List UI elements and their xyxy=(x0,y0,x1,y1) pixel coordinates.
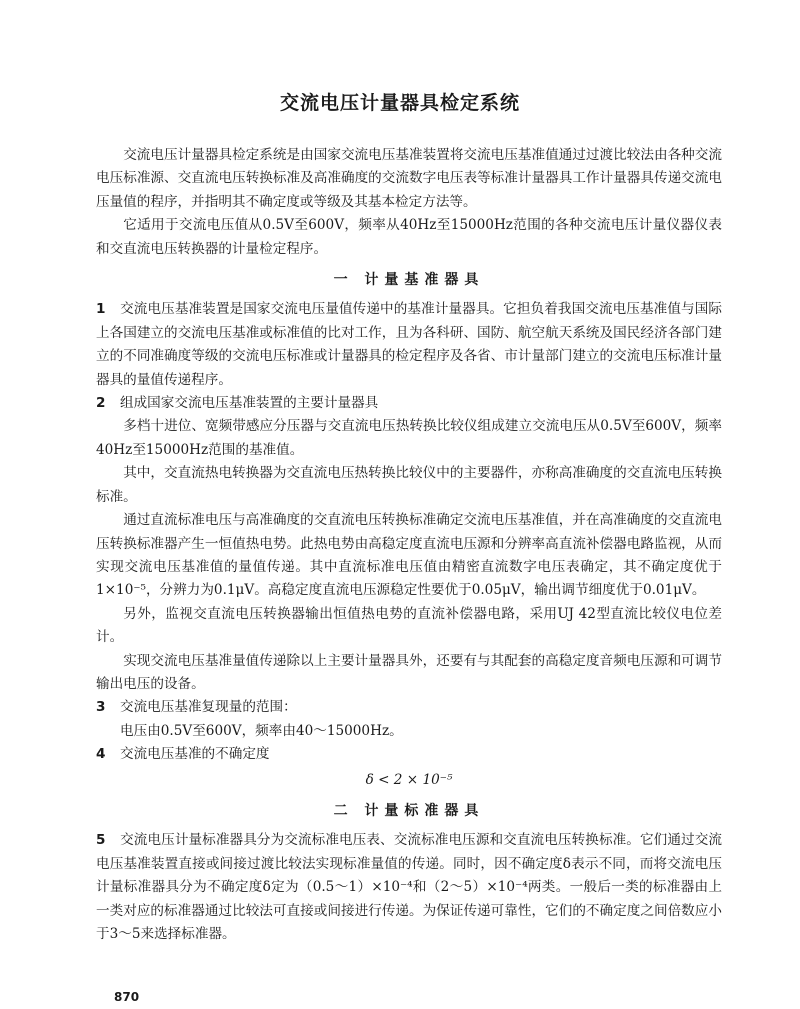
uncertainty-formula: δ < 2 × 10⁻⁵ xyxy=(365,771,453,788)
item-3-paragraph-1: 电压由0.5V至600V，频率由40～15000Hz。 xyxy=(120,722,403,739)
item-2-paragraph-1: 多档十进位、宽频带感应分压器与交直流电压热转换比较仪组成建立交流电压从0.5V至600V，频率40Hz至15000Hz范围的基准值。 xyxy=(96,418,722,458)
item-2-paragraph-3: 通过直流标准电压与高准确度的交直流电压转换标准确定交流电压基准值，并在高准确度的交直流电压转换标准器产生一恒值热电势。此热电势由高稳定度直流电压源和分辨率高直流补偿器电路监视，从而实现交流电压基准值的量值传递。其中直流标准电压值由精密直流数字电压表确定，其不确定度优于1×10⁻⁵，分辨力为0.1μV。高稳定度直流电压源稳定性要优于0.05μV，输出调节细度优于0.01μV。 xyxy=(96,512,722,599)
item-2 xyxy=(96,392,722,415)
page-title: 交流电压计量器具检定系统 xyxy=(279,92,520,114)
item-3 xyxy=(96,696,722,719)
item-5-number: 5 xyxy=(96,832,106,849)
item-2-paragraph-5: 实现交流电压基准量值传递除以上主要计量器具外，还要有与其配套的高稳定度音频电压源和可调节输出电压的设备。 xyxy=(96,652,722,692)
intro-paragraph-1: 交流电压计量器具检定系统是由国家交流电压基准装置将交流电压基准值通过过渡比较法由各种交流电压标准源、交直流电压转换标准及高准确度的交流数字电压表等标准计量器具工作计量器具传递交流电压量值的程序，并指明其不确定度或等级及其基本检定方法等。 xyxy=(96,147,722,210)
item-5-text: 交流电压计量标准器具分为交流标准电压表、交流标准电压源和交直流电压转换标准。它们通过交流电压基准装置直接或间接过渡比较法实现标准量值的传递。同时，因不确定度δ表示不同，而将交流电压计量标准器具分为不确定度δ定为（0.5～1）×10⁻⁴和（2～5）×10⁻⁴两类。一般后一类的标准器由上一类对应的标准器通过比较法可直接或间接进行传递。为保证传递可靠性，它们的不确定度之间倍数应小于3～5来选择标准器。 xyxy=(96,832,722,942)
item-2-text: 组成国家交流电压基准装置的主要计量器具 xyxy=(120,395,379,412)
item-5 xyxy=(96,829,722,946)
item-4 xyxy=(96,743,722,766)
item-1-text: 交流电压基准装置是国家交流电压量值传递中的基准计量器具。它担负着我国交流电压基准值与国际上各国建立的交流电压基准或标准值的比对工作，且为各科研、国防、航空航天系统及国民经济各部门建立的不同准确度等级的交流电压标准或计量器具的检定程序及各省、市计量部门建立的交流电压标准计量器具的量值传递程序。 xyxy=(96,301,722,388)
item-3-number: 3 xyxy=(96,699,106,716)
item-4-number: 4 xyxy=(96,746,106,763)
item-2-paragraph-4: 另外，监视交直流电压转换器输出恒值热电势的直流补偿器电路，采用UJ 42型直流比较仪电位差计。 xyxy=(96,605,722,646)
item-3-text: 交流电压基准复现量的范围： xyxy=(120,699,297,716)
item-2-paragraph-2: 其中，交直流热电转换器为交直流电压热转换比较仪中的主要器件，亦称高准确度的交直流电压转换标准。 xyxy=(96,465,722,505)
section-heading-1: 一 计量基准器具 xyxy=(333,272,485,289)
page-number: 870 xyxy=(114,990,140,1004)
item-1 xyxy=(96,298,722,392)
item-4-text: 交流电压基准的不确定度 xyxy=(120,746,270,763)
section-heading-2: 二 计量标准器具 xyxy=(333,802,485,819)
item-1-number: 1 xyxy=(96,301,106,318)
document-body xyxy=(96,144,722,946)
intro-paragraph-2: 它适用于交流电压值从0.5V至600V，频率从40Hz至15000Hz范围的各种交流电压计量仪器仪表和交直流电压转换器的计量检定程序。 xyxy=(96,217,722,257)
item-2-number: 2 xyxy=(96,395,106,412)
